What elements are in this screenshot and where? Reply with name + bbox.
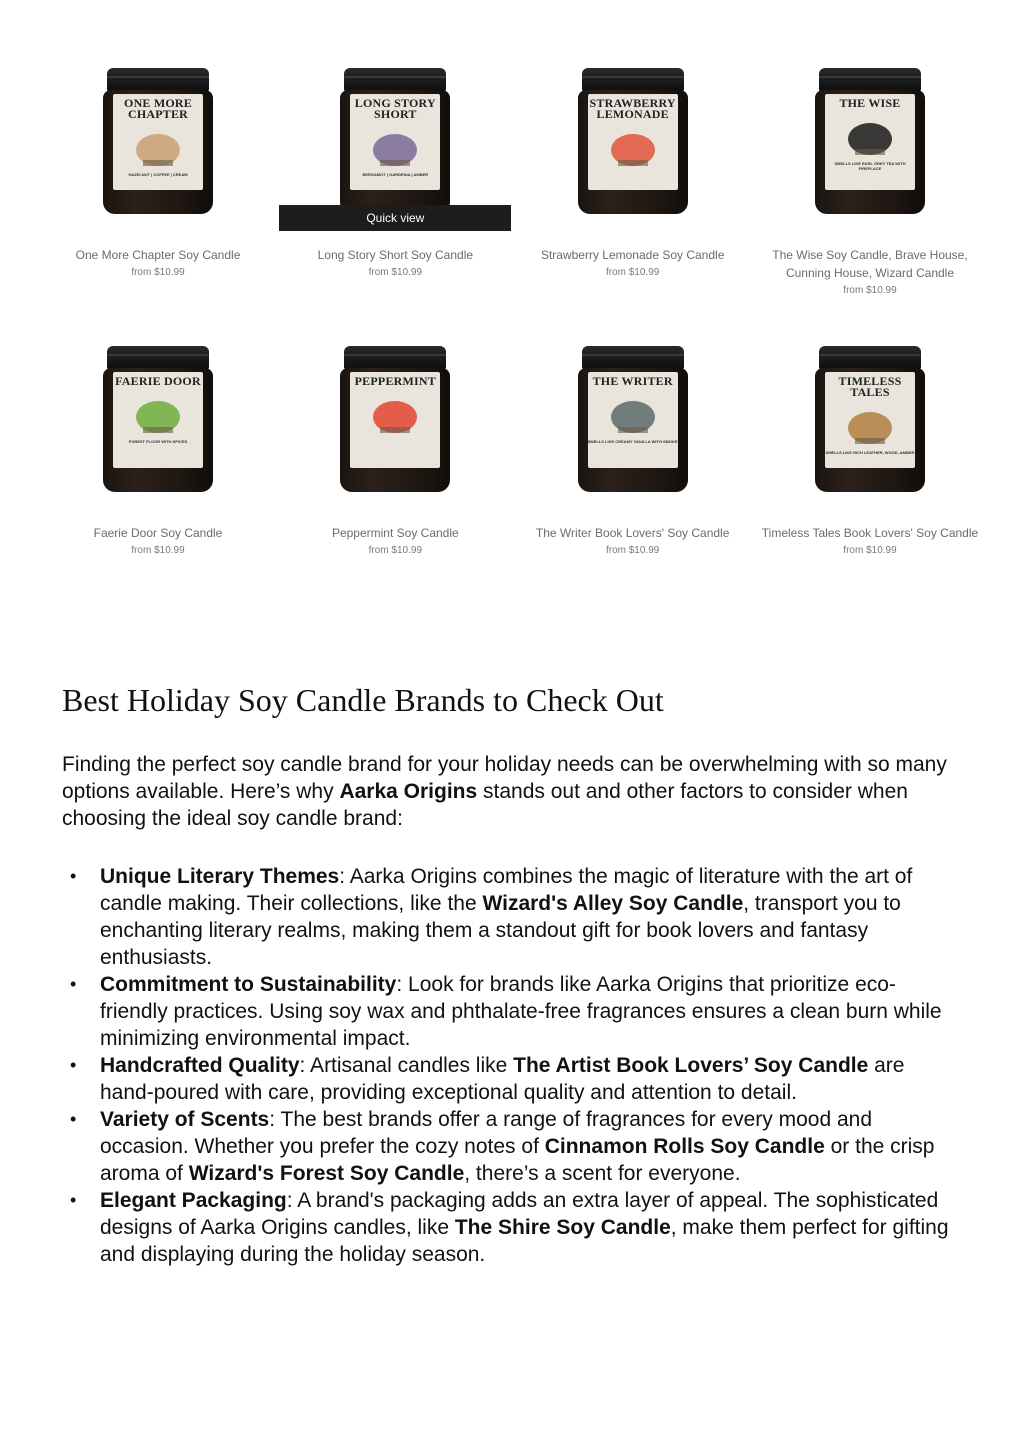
candle-label-notes: BERGAMOT | GARDENIA | AMBER <box>362 172 429 177</box>
product-name[interactable]: Peppermint Soy Candle <box>331 526 459 540</box>
product-price: from $10.99 <box>368 545 423 556</box>
product-mention: The Shire Soy Candle <box>454 1216 671 1239</box>
product-mention: Cinnamon Rolls Soy Candle <box>544 1135 825 1158</box>
product-price: from $10.99 <box>843 285 897 296</box>
candle-label-artwork <box>350 120 440 172</box>
article <box>62 682 962 1268</box>
candle-label-notes: HAZELNUT | COFFEE | CREAM <box>128 172 188 177</box>
quick-view-button[interactable]: Quick view <box>279 205 511 231</box>
candle-label-title: STRAWBERRY LEMONADE <box>589 96 676 121</box>
candle-label <box>825 372 915 468</box>
product-name[interactable]: Faerie Door Soy Candle <box>93 526 223 540</box>
factor-text: : Artisanal candles like <box>299 1054 514 1077</box>
candle-label-notes: FOREST FLOOR WITH SPICES <box>128 439 188 444</box>
factor-text: or the crisp aroma of <box>100 1135 935 1185</box>
candle-label-artwork <box>113 120 203 172</box>
product-image[interactable] <box>756 60 984 230</box>
factor-text: : The best brands offer a range of fragrances for every mood and occasion. Whether you prefer the cozy notes of <box>100 1108 872 1158</box>
product-grid <box>44 60 984 556</box>
factor-text: : Look for brands like Aarka Origins that prioritize eco-friendly practices. Using soy wax and phthalate-free fragrances ensures a clean burn while minimizing environmental impact. <box>100 973 942 1050</box>
product-mention: Wizard's Forest Soy Candle <box>188 1162 465 1185</box>
product-price: from $10.99 <box>605 545 660 556</box>
intro-text: Finding the perfect soy candle brand for your holiday needs can be overwhelming with so many options available. Here’s why <box>62 753 947 803</box>
factor-text: : Aarka Origins combines the magic of literature with the art of candle making. Their collections, like the <box>100 865 913 915</box>
product-name[interactable]: The Wise Soy Candle, Brave House, Cunning House, Wizard Candle <box>772 248 968 280</box>
candle-label-notes: SMELLS LIKE CREAMY VANILLA WITH SMOKE <box>587 439 678 444</box>
product-name[interactable]: Long Story Short Soy Candle <box>317 248 474 262</box>
candle-label-artwork <box>350 387 440 439</box>
product-name[interactable]: Strawberry Lemonade Soy Candle <box>540 248 725 262</box>
product-image[interactable] <box>281 338 509 508</box>
candle-label <box>588 372 678 468</box>
product-price: from $10.99 <box>131 267 185 278</box>
product-image[interactable] <box>44 338 272 508</box>
factor-list <box>62 863 962 1268</box>
article-intro <box>62 751 962 832</box>
candle-label-artwork <box>825 398 915 450</box>
candle-jar-image <box>578 68 688 214</box>
factor-text: , there’s a scent for everyone. <box>464 1162 741 1185</box>
candle-label-artwork <box>825 109 915 161</box>
list-item <box>100 1187 962 1268</box>
factor-title: Handcrafted Quality <box>100 1054 300 1077</box>
factor-title: Commitment to Sustainability <box>100 973 397 996</box>
candle-label-artwork <box>588 120 678 172</box>
candle-label <box>588 94 678 190</box>
product-price: from $10.99 <box>843 545 897 556</box>
product-name[interactable]: One More Chapter Soy Candle <box>75 248 241 262</box>
product-card[interactable] <box>281 338 509 556</box>
candle-label-title: ONE MORE CHAPTER <box>124 96 192 121</box>
candle-label <box>350 372 440 468</box>
factor-title: Elegant Packaging <box>100 1189 287 1212</box>
product-price: from $10.99 <box>368 267 423 278</box>
candle-jar-image <box>103 346 213 492</box>
product-card[interactable] <box>756 60 984 296</box>
product-row <box>44 338 984 556</box>
factor-text: , transport you to enchanting literary realms, making them a standout gift for book lovers and fantasy enthusiasts. <box>100 892 901 969</box>
product-mention: The Artist Book Lovers’ Soy Candle <box>513 1054 869 1077</box>
list-item <box>100 1106 962 1187</box>
product-name[interactable]: Timeless Tales Book Lovers' Soy Candle <box>761 526 979 540</box>
product-image[interactable] <box>519 338 747 508</box>
product-card[interactable] <box>756 338 984 556</box>
factor-title: Unique Literary Themes <box>100 865 340 888</box>
candle-jar-image <box>340 68 450 214</box>
candle-label-title: LONG STORY SHORT <box>354 96 436 121</box>
candle-label-title: THE WISE <box>839 96 901 110</box>
product-image[interactable] <box>519 60 747 230</box>
product-row <box>44 60 984 296</box>
candle-label-artwork <box>588 387 678 439</box>
factor-text: : A brand's packaging adds an extra layer of appeal. The sophisticated designs of Aarka Origins candles, like <box>100 1189 939 1239</box>
product-name[interactable]: The Writer Book Lovers' Soy Candle <box>535 526 730 540</box>
product-mention: Wizard's Alley Soy Candle <box>482 892 744 915</box>
candle-label <box>825 94 915 190</box>
candle-jar-image <box>103 68 213 214</box>
candle-label-notes: SMELLS LIKE EARL GREY TEA WITH FIREPLACE <box>834 161 906 171</box>
product-image[interactable] <box>44 60 272 230</box>
product-image[interactable] <box>756 338 984 508</box>
candle-jar-image <box>578 346 688 492</box>
article-heading: Best Holiday Soy Candle Brands to Check Out <box>62 682 664 718</box>
list-item <box>100 1052 962 1106</box>
product-price: from $10.99 <box>605 267 660 278</box>
candle-jar-image <box>815 346 925 492</box>
candle-label-title: FAERIE DOOR <box>115 374 201 388</box>
candle-label-title: TIMELESS TALES <box>838 374 902 399</box>
product-card[interactable] <box>519 60 747 296</box>
product-card[interactable] <box>44 338 272 556</box>
candle-label-notes: SMELLS LIKE RICH LEATHER, WOOD, AMBER <box>825 450 915 455</box>
candle-label-title: PEPPERMINT <box>354 374 436 388</box>
candle-label-title: THE WRITER <box>592 374 673 388</box>
factor-title: Variety of Scents <box>100 1108 270 1131</box>
product-card[interactable] <box>281 60 509 296</box>
candle-label <box>113 94 203 190</box>
factor-text: , make them perfect for gifting and displaying during the holiday season. <box>100 1216 949 1266</box>
candle-label-artwork <box>113 387 203 439</box>
candle-label <box>350 94 440 190</box>
product-image[interactable] <box>281 60 509 230</box>
list-item <box>100 863 962 971</box>
product-card[interactable] <box>44 60 272 296</box>
candle-label <box>113 372 203 468</box>
product-price: from $10.99 <box>131 545 185 556</box>
factor-text: are hand-poured with care, providing exceptional quality and attention to detail. <box>100 1054 905 1104</box>
brand-name: Aarka Origins <box>339 780 478 803</box>
product-card[interactable] <box>519 338 747 556</box>
intro-text: stands out and other factors to consider when choosing the ideal soy candle brand: <box>62 780 908 830</box>
candle-jar-image <box>340 346 450 492</box>
list-item <box>100 971 962 1052</box>
candle-jar-image <box>815 68 925 214</box>
